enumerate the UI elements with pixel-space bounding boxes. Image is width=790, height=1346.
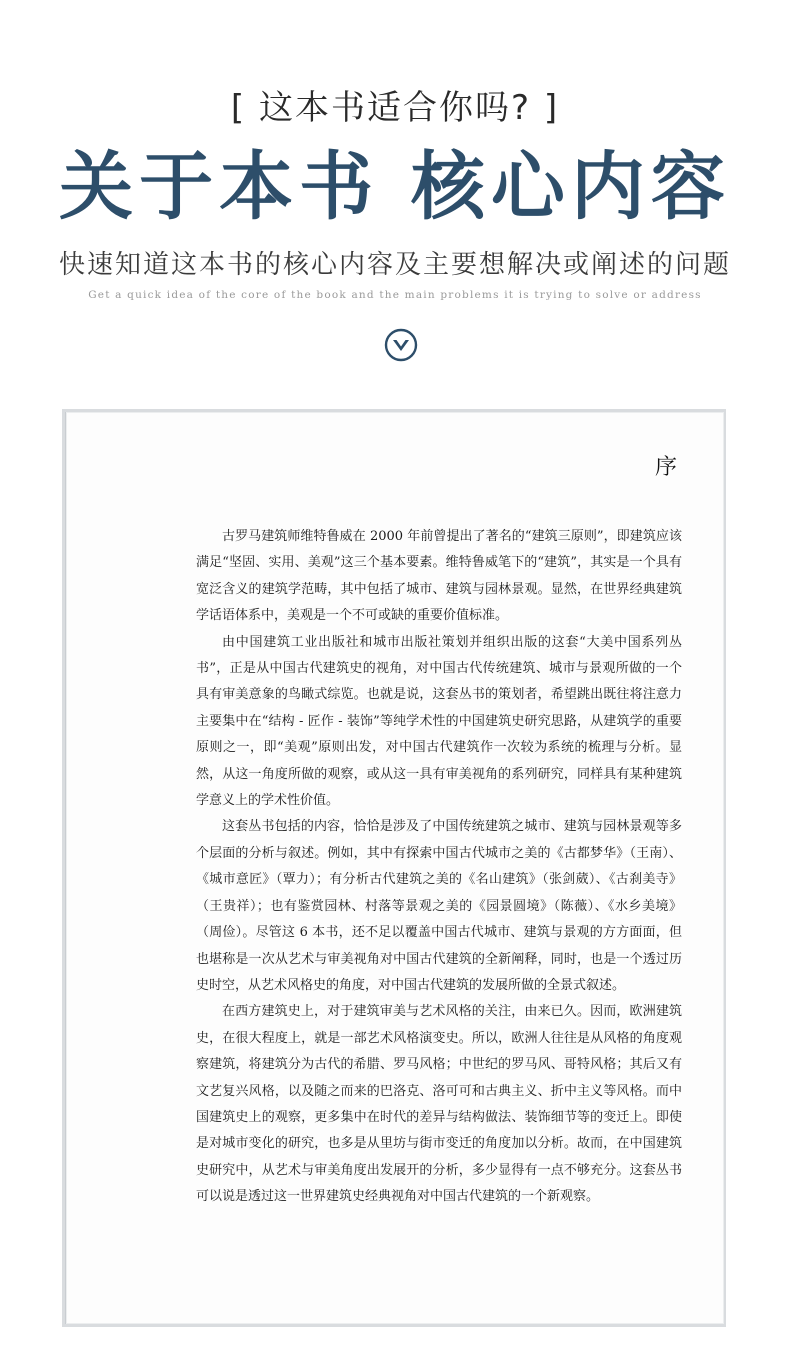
subtitle: 快速知道这本书的核心内容及主要想解决或阐述的问题: [58, 250, 731, 280]
paragraph: 由中国建筑工业出版社和城市出版社策划并组织出版的这套“大美中国系列丛书”，正是从中国古代建筑史的视角，对中国古代传统建筑、城市与景观所做的一个具有审美意象的鸟瞰式综览。也就是说，这套丛书的策划者，希望跳出既往将注意力主要集中在“结构 - 匠作 - 装饰”等纯学术性的中国建筑史研究思路，从建筑学的重要原则之一，即“美观”原则出发，对中国古代建筑作一次较为系统的梳理与分析。显然，从这一角度所做的观察，或从这一具有审美视角的系列研究，同样具有某种建筑学意义上的学术性价值。: [196, 634, 682, 809]
main-title: 关于本书 核心内容: [59, 144, 731, 230]
header-banner: [0, 0, 790, 400]
preface-body: [196, 524, 682, 1211]
paragraph: 古罗马建筑师维特鲁威在 2000 年前曾提出了著名的“建筑三原则”，即建筑应该满足“坚固、实用、美观”这三个基本要素。维特鲁威笔下的“建筑”，其实是一个具有宽泛含义的建筑学范畴，其中包括了城市、建筑与园林景观。显然，在世界经典建筑学话语体系中，美观是一个不可或缺的重要价值标准。: [196, 529, 682, 624]
paragraph: 在西方建筑史上，对于建筑审美与艺术风格的关注，由来已久。因而，欧洲建筑史，在很大程度上，就是一部艺术风格演变史。所以，欧洲人往往是从风格的角度观察建筑，将建筑分为古代的希腊、罗马风格；中世纪的罗马风、哥特风格；其后又有文艺复兴风格，以及随之而来的巴洛克、洛可可和古典主义、折中主义等风格。而中国建筑史上的观察，更多集中在时代的差异与结构做法、装饰细节等的变迁上。即使是对城市变化的研究，也多是从里坊与街市变迁的角度加以分析。故而，在中国建筑史研究中，从艺术与审美角度出发展开的分析，多少显得有一点不够充分。这套丛书可以说是透过这一世界建筑史经典视角对中国古代建筑的一个新观察。: [196, 1004, 682, 1205]
chevron-down-circle-icon: [384, 328, 418, 362]
paragraph: 这套丛书包括的内容，恰恰是涉及了中国传统建筑之城市、建筑与园林景观等多个层面的分析与叙述。例如，其中有探索中国古代城市之美的《古都梦华》（王南）、《城市意匠》（覃力）；有分析古代建筑之美的《名山建筑》（张剑葳）、《古刹美寺》（王贵祥）；也有鉴赏园林、村落等景观之美的《园景圆境》（陈薇）、《水乡美境》（周俭）。尽管这 6 本书，还不足以覆盖中国古代城市、建筑与景观的方方面面，但也堪称是一次从艺术与审美视角对中国古代建筑的全新阐释，同时，也是一个透过历史时空，从艺术风格史的角度，对中国古代建筑的发展所做的全景式叙述。: [196, 819, 682, 993]
subtitle-english: Get a quick idea of the core of the book and the main problems it is trying to solve or address: [88, 289, 702, 301]
preface-heading: 序: [655, 455, 678, 480]
question-title: [ 这本书适合你吗? ]: [230, 88, 560, 128]
